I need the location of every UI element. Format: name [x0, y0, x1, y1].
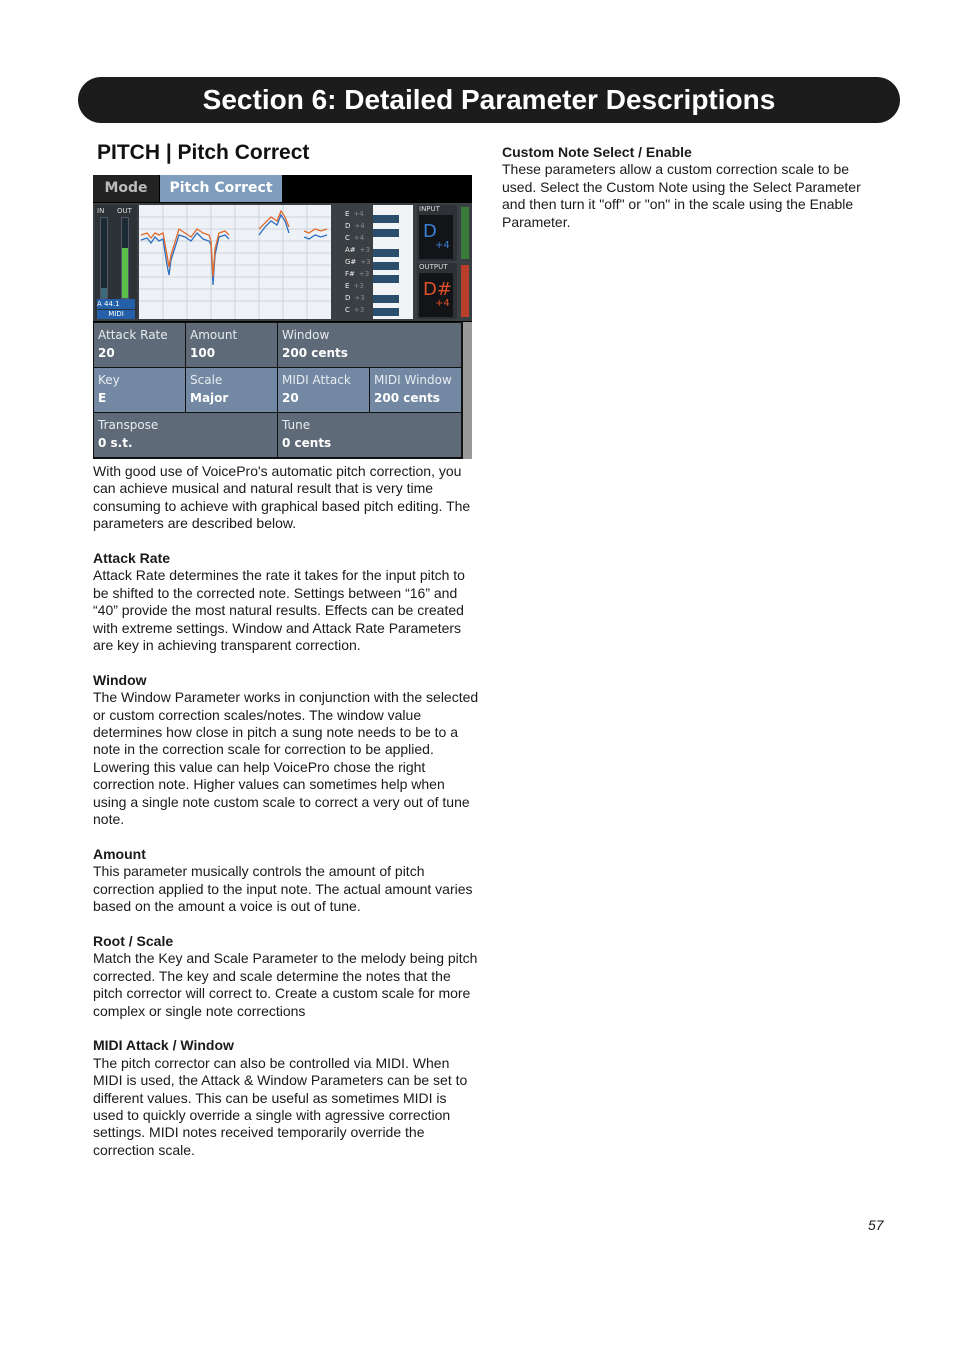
section-heading: Root / Scale [93, 932, 174, 949]
output-note-panel [417, 263, 457, 319]
tab-mode[interactable]: Mode [93, 175, 159, 202]
tab-pitch-correct[interactable]: Pitch Correct [160, 175, 282, 202]
input-label: INPUT [419, 205, 440, 213]
left-column [93, 463, 479, 1177]
note-label: A# +3 [345, 246, 370, 254]
note-label: D +4 [345, 222, 365, 230]
param-midi-attack[interactable]: MIDI Attack 20 [278, 368, 369, 412]
piano-keyboard [373, 205, 413, 319]
param-attack-rate[interactable]: Attack Rate 20 [94, 323, 185, 367]
section-body: The Window Parameter works in conjunction with the selected or custom correction scales/notes. The window value determines how close in pitch a sung note needs to be to a note in the correction scale for correction to be applied. Lowering this value can help VoicePro chose the right correction note. Higher values can sometimes help when using a single note custom scale to correct a very out of tune note. [93, 689, 479, 828]
note-label: D +3 [345, 294, 365, 302]
section-heading: MIDI Attack / Window [93, 1037, 234, 1054]
page-number: 57 [868, 1217, 884, 1233]
output-offset: +4 [435, 298, 450, 309]
section-body: Attack Rate determines the rate it takes for the input pitch to be shifted to the corrected note. Settings between “16” and “40” provide the most natural results. Effects can be created with extreme settings. Window and Attack Rate Parameters are key in achieving transparent correction. [93, 567, 465, 654]
section-title-banner: Section 6: Detailed Parameter Descriptions [78, 77, 900, 123]
param-transpose[interactable]: Transpose 0 s.t. [94, 413, 277, 457]
section-heading: Attack Rate [93, 550, 171, 567]
pitch-trace [139, 205, 331, 319]
param-midi-window[interactable]: MIDI Window 200 cents [370, 368, 461, 412]
section-heading: Custom Note Select / Enable [502, 144, 692, 160]
output-meter [121, 217, 129, 299]
param-scrollbar[interactable] [463, 322, 472, 459]
input-meter [100, 217, 108, 299]
midi-badge: MIDI [97, 310, 135, 319]
section-body: The pitch corrector can also be controlled via MIDI. When MIDI is used, the Attack & Window Parameters can be set to different values. This can be useful as sometimes MIDI is used to quickly override a single with agressive correction settings. MIDI notes received temporarily override the correction scale. [93, 1054, 468, 1158]
section-body: This parameter musically controls the amount of pitch correction applied to the input note. The actual amount varies based on the amount a voice is out of tune. [93, 863, 473, 915]
note-scale-list [343, 205, 373, 319]
output-note: D# [423, 279, 452, 300]
right-column [502, 144, 887, 248]
note-label: C +4 [345, 234, 365, 242]
output-side-meter [461, 265, 469, 317]
param-window[interactable]: Window 200 cents [278, 323, 461, 367]
page-subtitle: PITCH | Pitch Correct [97, 141, 310, 164]
meter-in-label: IN [97, 207, 105, 215]
param-amount[interactable]: Amount 100 [186, 323, 277, 367]
output-label: OUTPUT [419, 263, 448, 271]
input-side-meter [461, 207, 469, 259]
parameter-grid [93, 322, 472, 459]
section-body: These parameters allow a custom correction scale to be used. Select the Custom Note using the Select Parameter and then turn it "off" or "on" in the scale using the Enable Parameter. [502, 161, 861, 230]
note-label: E +3 [345, 282, 364, 290]
section-heading: Amount [93, 845, 146, 862]
note-label: E +4 [345, 210, 364, 218]
pitch-correct-screenshot [93, 175, 472, 459]
param-tune[interactable]: Tune 0 cents [278, 413, 461, 457]
param-scale[interactable]: Scale Major [186, 368, 277, 412]
level-meters [95, 205, 137, 319]
note-label: F# +3 [345, 270, 370, 278]
pitch-display [93, 203, 472, 321]
intro-paragraph: With good use of VoicePro's automatic pitch correction, you can achieve musical and natural result that is very time consuming to achieve with graphical based pitch editing. The parameters are described below. [93, 463, 471, 532]
input-offset: +4 [435, 240, 450, 251]
section-body: Match the Key and Scale Parameter to the melody being pitch corrected. The key and scale determine the notes that the pitch corrector will correct to. Create a custom scale for more complex or single note corrections [93, 950, 478, 1019]
note-label: C +3 [345, 306, 365, 314]
param-key[interactable]: Key E [94, 368, 185, 412]
pitch-graph [139, 205, 331, 319]
section-heading: Window [93, 671, 147, 688]
input-note-panel [417, 205, 457, 261]
sample-rate-badge: A 44.1 [97, 299, 135, 309]
meter-out-label: OUT [117, 207, 132, 215]
note-label: G# +3 [345, 258, 371, 266]
input-note: D [423, 221, 437, 242]
